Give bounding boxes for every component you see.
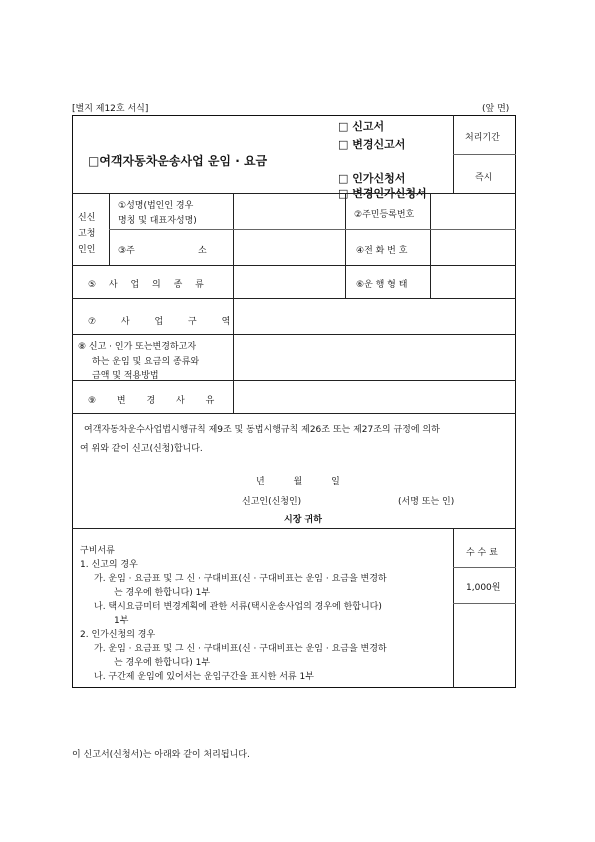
- business-area-label: ⑦ 사 업 구 역: [88, 317, 231, 327]
- documents-heading: 구비서류: [80, 546, 115, 556]
- signature-note: (서명 또는 인): [398, 497, 455, 507]
- applicant-label-row1: 신신: [78, 213, 96, 223]
- applicant-signer-label: 신고인(신청인): [242, 497, 302, 507]
- option-approval-application[interactable]: □ 인가신청서: [338, 172, 406, 185]
- applicant-label-row2: 고청: [78, 229, 96, 239]
- processing-period-value: 즉시: [475, 173, 493, 183]
- addressee: 시장 귀하: [284, 515, 322, 525]
- phone-label: ④전 화 번 호: [356, 246, 408, 256]
- doc-item-approval-fare-table-cont: 는 경우에 한합니다) 1부: [114, 658, 211, 668]
- resident-number-label: ②주민등록번호: [354, 210, 415, 220]
- change-reason-label: ⑨ 변 경 사 유: [88, 396, 215, 406]
- business-type-label: ⑤ 사 업 의 종 류: [88, 280, 204, 290]
- doc-item-taxi-meter-plan-cont: 1부: [114, 616, 129, 626]
- statement-line1: 여객자동차운수사업법시행규칙 제9조 및 동법시행규칙 제26조 또는 제27조의 규정에 의하: [84, 425, 440, 435]
- option-report[interactable]: □ 신고서: [338, 120, 385, 133]
- doc-item-section-fare: 나. 구간제 운임에 있어서는 운임구간을 표시한 서류 1부: [94, 672, 314, 682]
- form-title: □여객자동차운송사업 운임 · 요금: [88, 154, 268, 168]
- fare-label-line2: 하는 운임 및 요금의 종류와: [92, 357, 200, 367]
- fee-label: 수 수 료: [466, 548, 498, 558]
- option-change-approval-wrapper: [338, 185, 458, 200]
- doc-item-approval-case: 2. 인가신청의 경우: [80, 630, 156, 640]
- form-number: [별지 제12호 서식]: [72, 104, 149, 114]
- processing-period-label: 처리기간: [465, 133, 500, 143]
- processing-note: 이 신고서(신청서)는 아래와 같이 처리됩니다.: [72, 750, 250, 760]
- statement-line2: 여 위와 같이 신고(신청)합니다.: [80, 444, 203, 454]
- applicant-label-row3: 인인: [78, 245, 96, 255]
- fee-value: 1,000원: [466, 583, 501, 593]
- name-label-line2: 명칭 및 대표자성명): [118, 216, 197, 226]
- application-date: 년 월 일: [256, 477, 340, 487]
- doc-item-report-fare-table: 가. 운임 · 요금표 및 그 신 · 구대비표(신 · 구대비표는 운임 · 요금을 변경하: [94, 574, 387, 584]
- doc-item-report-fare-table-cont: 는 경우에 한합니다) 1부: [114, 588, 211, 598]
- name-label-line1: ①성명(법인인 경우: [118, 201, 194, 211]
- address-label: ③주: [118, 246, 135, 256]
- doc-item-approval-fare-table: 가. 운임 · 요금표 및 그 신 · 구대비표(신 · 구대비표는 운임 · 요금을 변경하: [94, 644, 387, 654]
- fare-label-line1: ⑧ 신고 · 인가 또는변경하고자: [78, 342, 197, 352]
- operation-form-label: ⑥운 행 형 태: [356, 280, 408, 290]
- address-label-2: 소: [198, 246, 207, 256]
- page-side-label: (앞 면): [482, 104, 510, 114]
- fare-label-line3: 금액 및 적용방법: [92, 371, 159, 381]
- doc-item-taxi-meter-plan: 나. 택시요금미터 변경계획에 관한 서류(택시운송사업의 경우에 한합니다): [94, 602, 382, 612]
- option-change-approval-application[interactable]: □ 변경인가신청서: [338, 187, 427, 200]
- doc-item-report-case: 1. 신고의 경우: [80, 560, 138, 570]
- option-change-report[interactable]: □ 변경신고서: [338, 138, 406, 151]
